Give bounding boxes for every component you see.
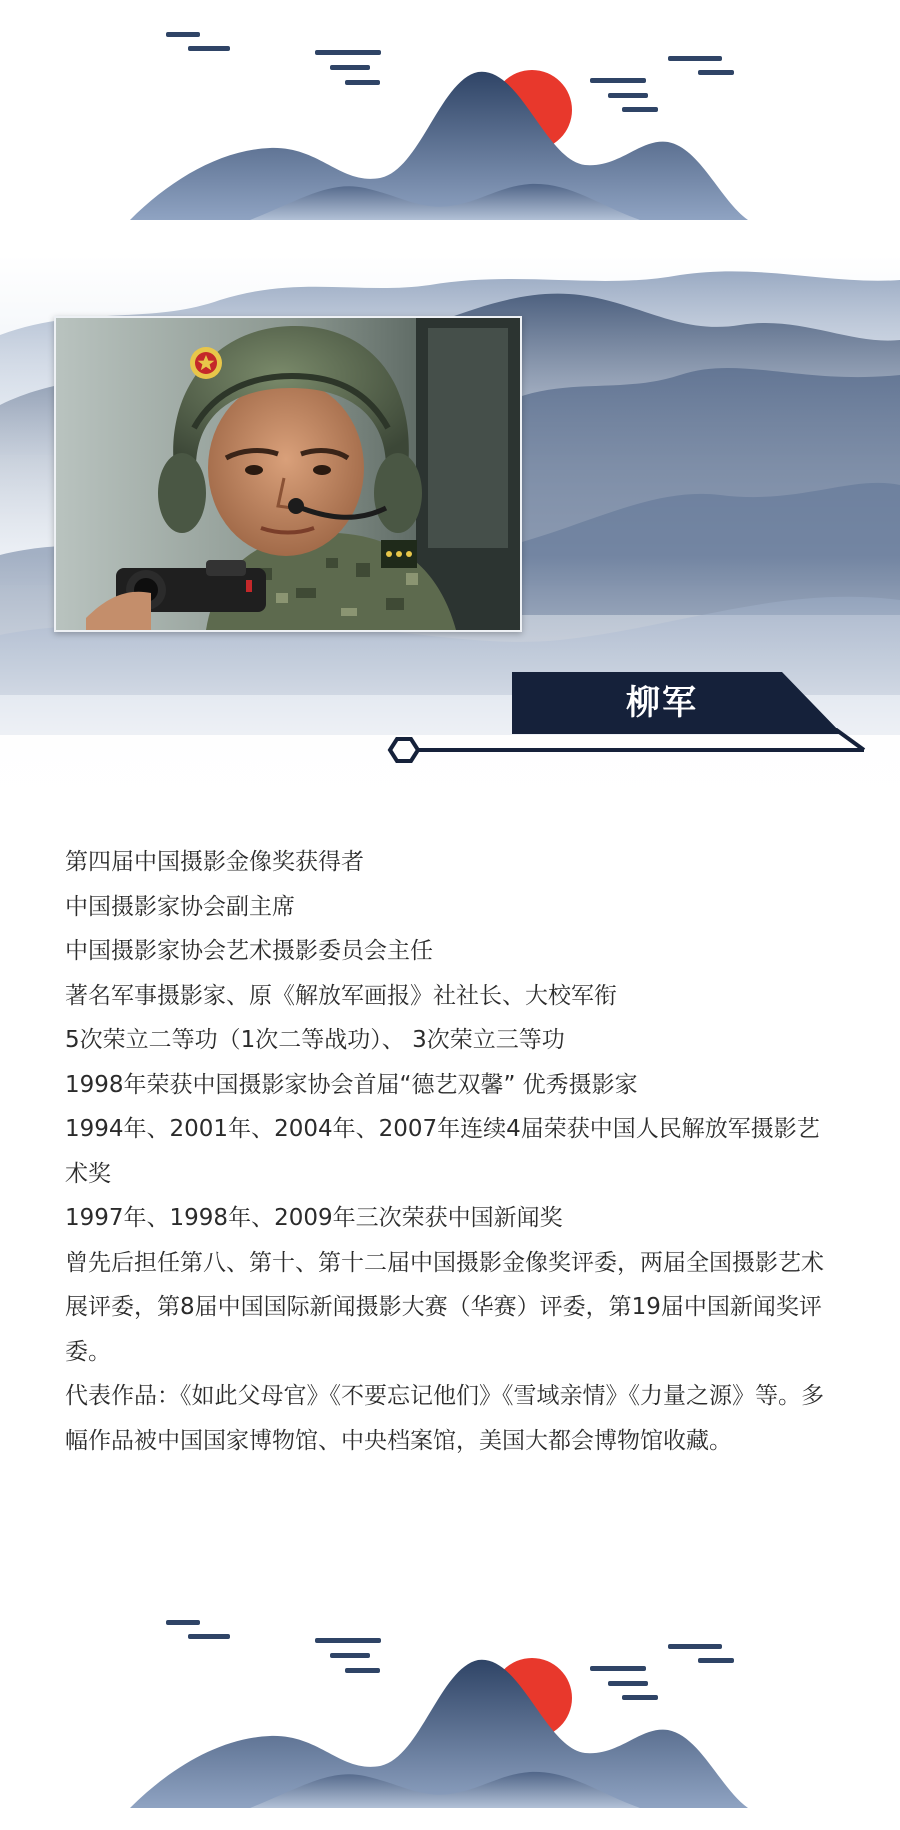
- bio-line-7: 1994年、2001年、2004年、2007年连续4届荣获中国人民解放军摄影艺术奖: [65, 1116, 820, 1187]
- portrait-illustration: [56, 318, 520, 630]
- biography: [65, 840, 835, 1463]
- portrait-photo: [54, 316, 522, 632]
- bio-line-2: 中国摄影家协会副主席: [65, 893, 295, 920]
- mountain-sun-decoration-top: [0, 10, 900, 240]
- bio-line-10: 代表作品：《如此父母官》《不要忘记他们》《雪域亲情》《力量之源》等。多幅作品被中国国家博物馆、中央档案馆，美国大都会博物馆收藏。: [65, 1383, 824, 1454]
- name-underline-decoration: [384, 728, 884, 772]
- bio-line-9: 曾先后担任第八、第十、第十二届中国摄影金像奖评委，两届全国摄影艺术展评委，第8届中国国际新闻摄影大赛（华赛）评委，第19届中国新闻奖评委。: [65, 1249, 824, 1365]
- bio-line-8: 1997年、1998年、2009年三次荣获中国新闻奖: [65, 1205, 563, 1231]
- bio-line-1: 第四届中国摄影金像奖获得者: [65, 849, 364, 875]
- bio-line-3: 中国摄影家协会艺术摄影委员会主任: [65, 938, 433, 964]
- mountain-sun-decoration-bottom: [0, 1598, 900, 1828]
- bio-line-4: 著名军事摄影家、原《解放军画报》社社长、大校军衔: [65, 982, 617, 1009]
- bio-line-5: 5次荣立二等功（1次二等战功）、 3次荣立三等功: [65, 1027, 565, 1053]
- person-name: 柳军: [626, 683, 698, 723]
- bio-line-6: 1998年荣获中国摄影家协会首届“德艺双馨” 优秀摄影家: [65, 1071, 638, 1098]
